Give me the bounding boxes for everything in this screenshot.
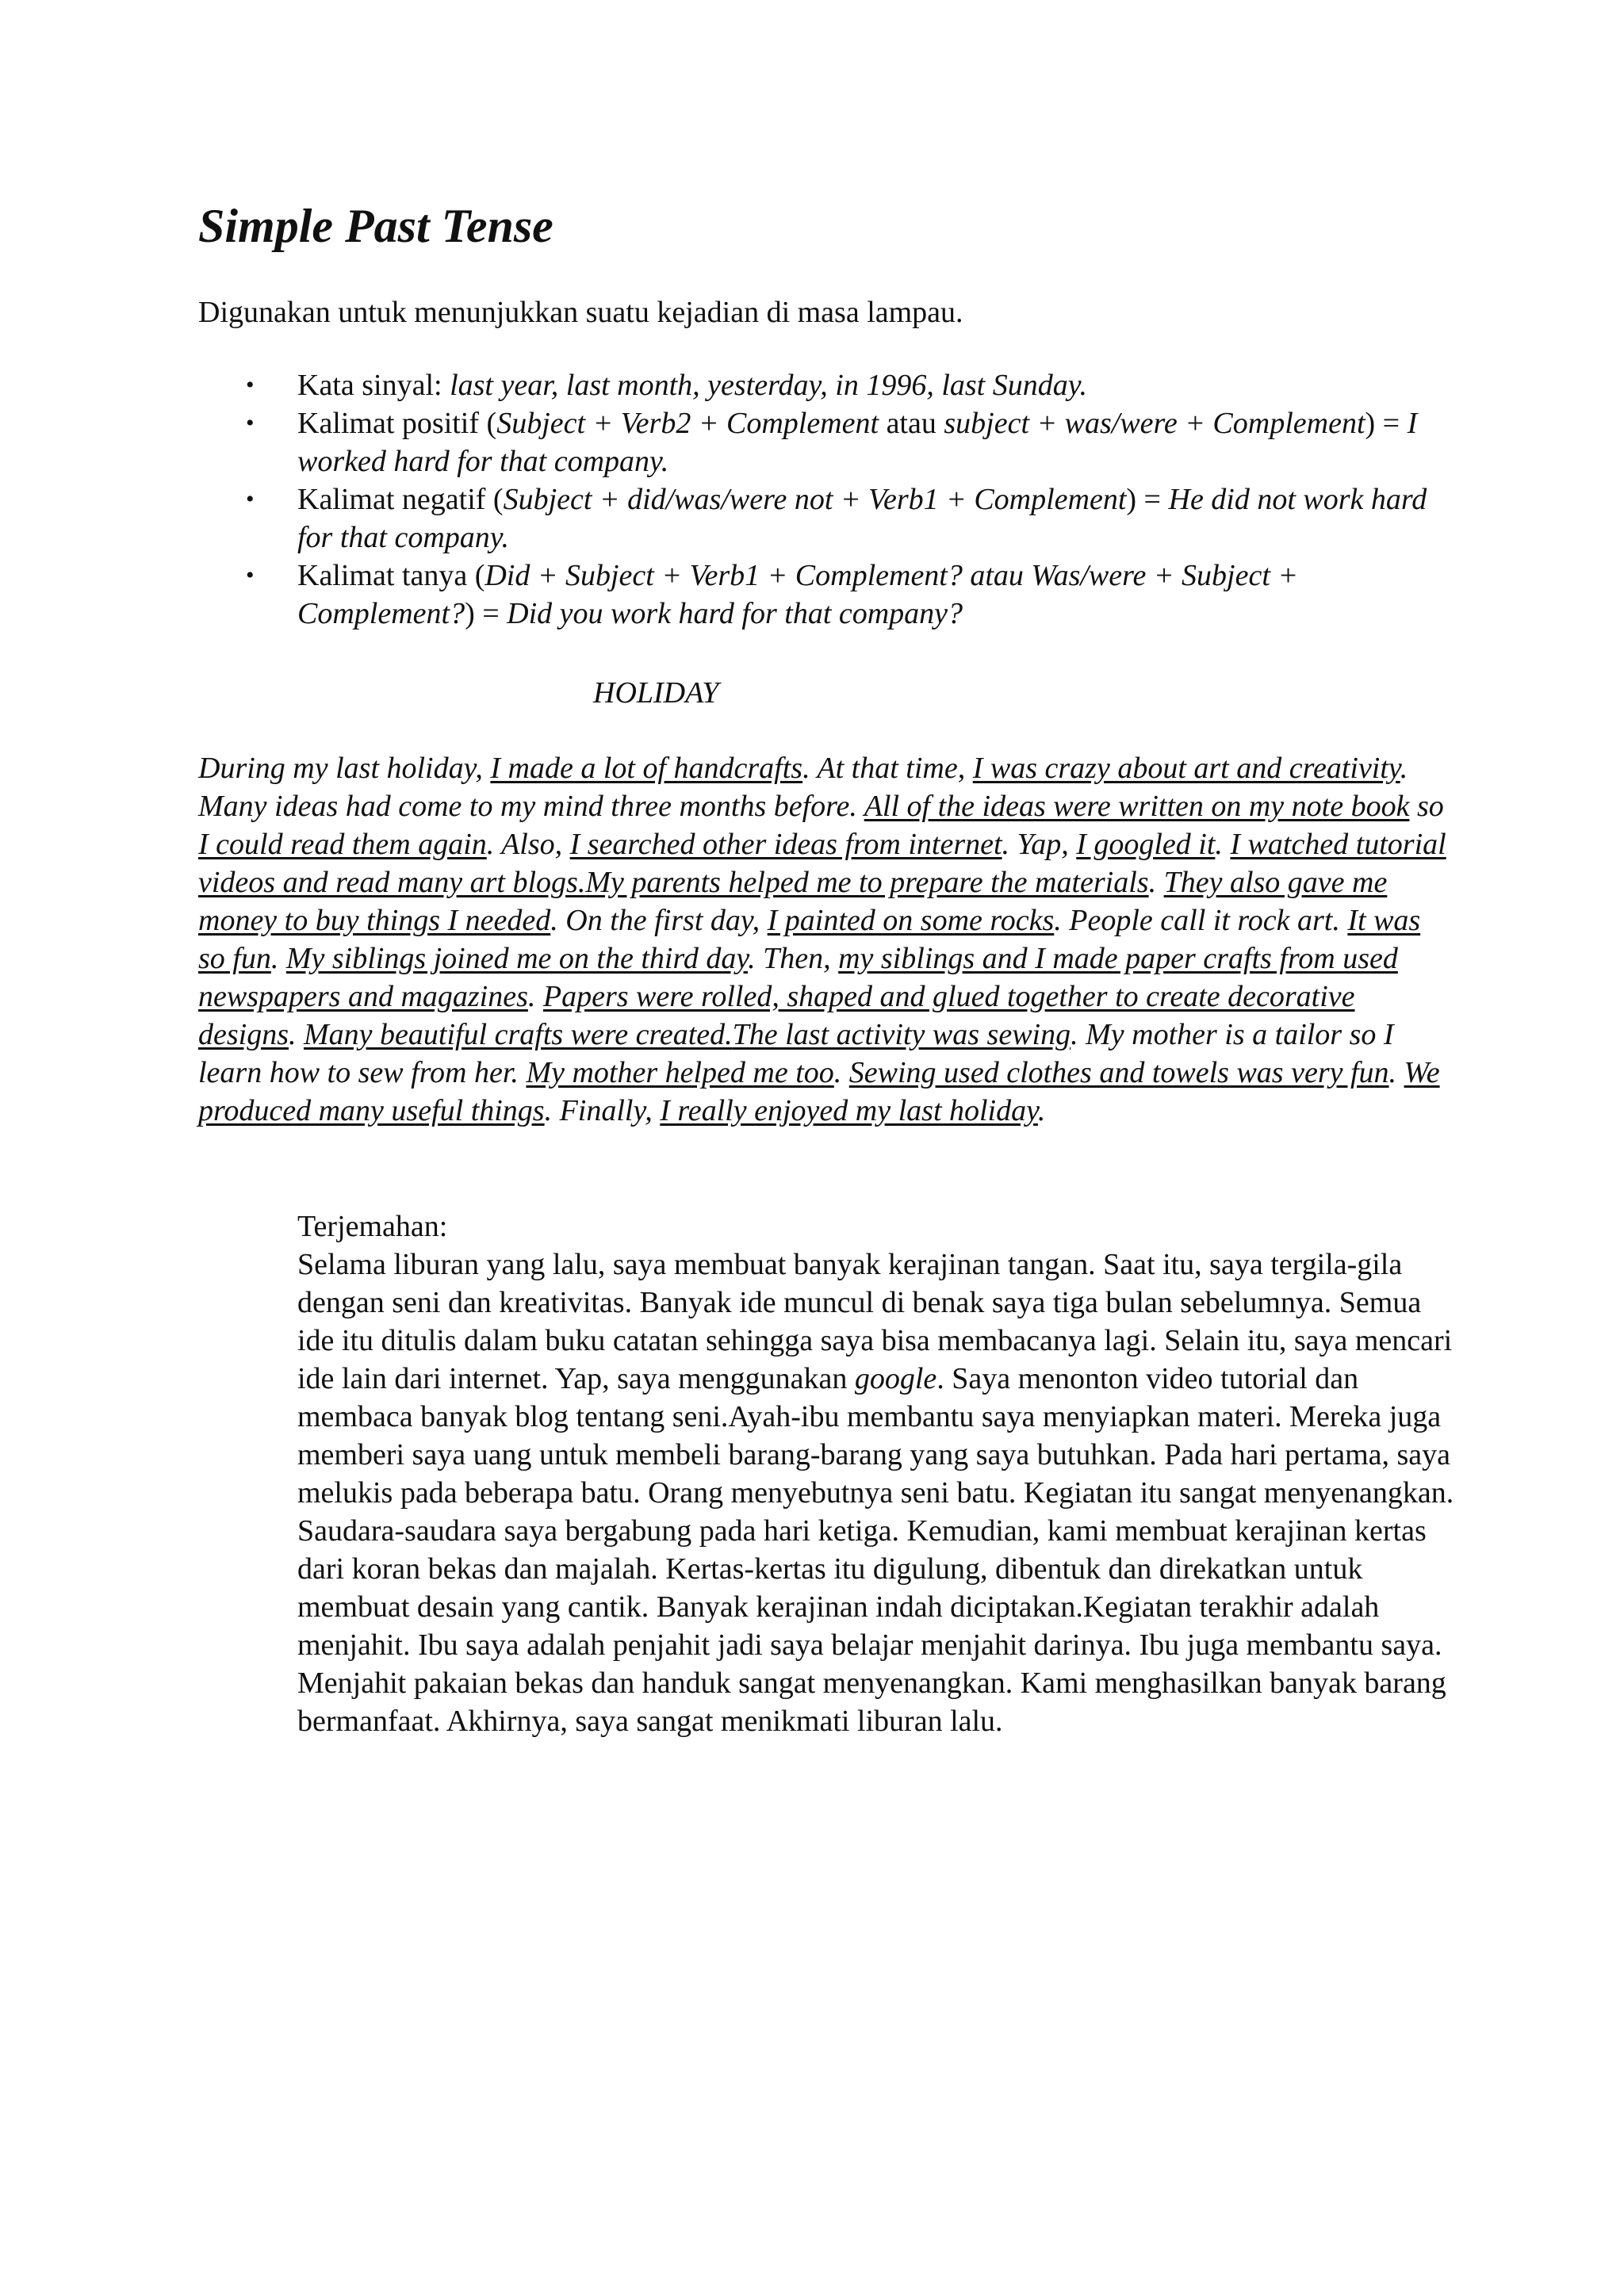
underlined-phrase: My siblings joined me on the third day [285,942,749,975]
underlined-phrase: I was crazy about art and creativity [972,752,1400,785]
story-text: . [1037,1094,1046,1127]
story-text: . My mother is a tailor so I learn how to sew from her. [198,1018,1394,1089]
bullet-label: Kalimat positif [297,407,480,440]
formula: Subject + Verb2 + Complement [496,407,879,440]
rules-list [198,366,1467,633]
connector: atau [879,407,944,440]
story-text: so [1409,790,1444,823]
formula: subject + was/were + Complement [944,407,1365,440]
underlined-phrase: Sewing used clothes and towels was very fun [848,1056,1389,1089]
story-title: HOLIDAY [593,676,719,710]
translation-text: Selama liburan yang lalu, saya membuat banyak kerajinan tangan. Saat itu, saya tergila-gila dengan seni dan kreativitas. Banyak ide muncul di benak saya tiga bulan sebelumnya. Semua ide itu ditulis dalam buku catatan sehingga saya bisa membacanya lagi. Selain itu, saya mencari ide lain dari internet. Yap, saya menggunakan [297,1248,1453,1395]
list-item [198,480,1467,557]
story-text: . Finally, [544,1094,661,1127]
story-text: . [1215,828,1231,861]
translation-text: . Saya menonton video tutorial dan membaca banyak blog tentang seni.Ayah-ibu membantu saya menyiapkan materi. Mereka juga memberi saya uang untuk membeli barang-barang yang saya butuhkan. Pada hari pertama, saya melukis pada beberapa batu. Orang menyebutnya seni batu. Kegiatan itu sangat menyenangkan. Saudara-saudara saya bergabung pada hari ketiga. Kemudian, kami membuat kerajinan kertas dari koran bekas dan majalah. Kertas-kertas itu digulung, dibentuk dan direkatkan untuk membuat desain yang cantik. Banyak kerajinan indah diciptakan.Kegiatan terakhir adalah menjahit. Ibu saya adalah penjahit jadi saya belajar menjahit darinya. Ibu juga membantu saya. Menjahit pakaian bekas dan handuk sangat menyenangkan. Kami menghasilkan banyak barang bermanfaat. Akhirnya, saya sangat menikmati liburan lalu. [297,1362,1454,1738]
story-text: . On the first day, [550,904,768,937]
underlined-phrase: Many beautiful crafts were created. [304,1018,733,1051]
italic-word: google [854,1362,937,1395]
underlined-phrase: I could read them again [198,828,487,861]
intro-text: Digunakan untuk menunjukkan suatu kejadian di masa lampau. [198,296,963,329]
bullet-icon: • [246,486,255,512]
underlined-phrase: I watched tutorial videos and read many art blogs. [198,828,1446,899]
bullet-label: Kalimat negatif [297,483,486,516]
story-text: . [527,980,543,1013]
underlined-phrase: My mother helped me too [526,1056,834,1089]
underlined-phrase: I googled it [1076,828,1216,861]
document-title: Simple Past Tense [198,200,553,252]
example-sentence: Did you work hard for that company? [507,597,963,630]
underlined-phrase: I really enjoyed my last holiday [660,1094,1038,1127]
underlined-phrase: I painted on some rocks [767,904,1055,937]
paren-close: ) = [465,597,508,630]
paren-close: ) = [1365,407,1408,440]
story-text: . [1388,1056,1404,1089]
underlined-phrase: my siblings and I made paper crafts from used newspapers and magazines [198,942,1398,1013]
story-text: . [289,1018,304,1051]
paren-open: ( [486,407,497,440]
underlined-phrase: All of the ideas were written on my note book [864,790,1410,823]
story-text: . Also, [486,828,570,861]
formula: Subject + did/was/were not + Verb1 + Complement [503,483,1127,516]
underlined-phrase: They also gave me money to buy things I needed [198,866,1388,937]
underlined-phrase: The last activity was sewing [732,1018,1071,1051]
translation-label: Terjemahan: [297,1210,448,1243]
underlined-phrase: I made a lot of handcrafts [490,752,803,785]
underlined-phrase: It was so fun [198,904,1421,975]
underlined-phrase: Papers were rolled, shaped and glued together to create decorative designs [198,980,1355,1051]
formula: Did + Subject + Verb1 + Complement? atau Was/were + Subject + Complement? [297,559,1299,630]
list-item [198,557,1467,633]
story-text: During my last holiday, [198,752,491,785]
underlined-phrase: I searched other ideas from internet [569,828,1002,861]
underlined-phrase: We produced many useful things [198,1056,1440,1127]
example-sentence: He did not work hard for that company. [297,483,1427,554]
paren-open: ( [474,559,485,592]
story-text: . [270,942,286,975]
underlined-phrase: My parents helped me to prepare the materials [585,866,1149,899]
bullet-icon: • [246,410,255,436]
story-text: . At that time, [802,752,973,785]
story-paragraph [198,749,1451,1130]
bullet-icon: • [246,562,255,588]
story-text: . [1148,866,1164,899]
bullet-icon: • [246,372,255,398]
story-text: . Many ideas had come to my mind three months before. [198,752,1408,823]
example-sentence: I worked hard for that company. [297,407,1418,478]
list-item [198,366,1467,404]
paren-open: ( [492,483,504,516]
list-item [198,404,1467,480]
translation-paragraph [297,1246,1455,1740]
signal-words: last year, last month, yesterday, in 1996, last Sunday. [450,369,1087,402]
paren-close: ) = [1126,483,1169,516]
bullet-label: Kalimat tanya [297,559,468,592]
story-text: . [833,1056,849,1089]
story-text: . Then, [748,942,839,975]
story-text: . People call it rock art. [1054,904,1348,937]
bullet-label: Kata sinyal: [297,369,442,402]
story-text: . Yap, [1002,828,1077,861]
